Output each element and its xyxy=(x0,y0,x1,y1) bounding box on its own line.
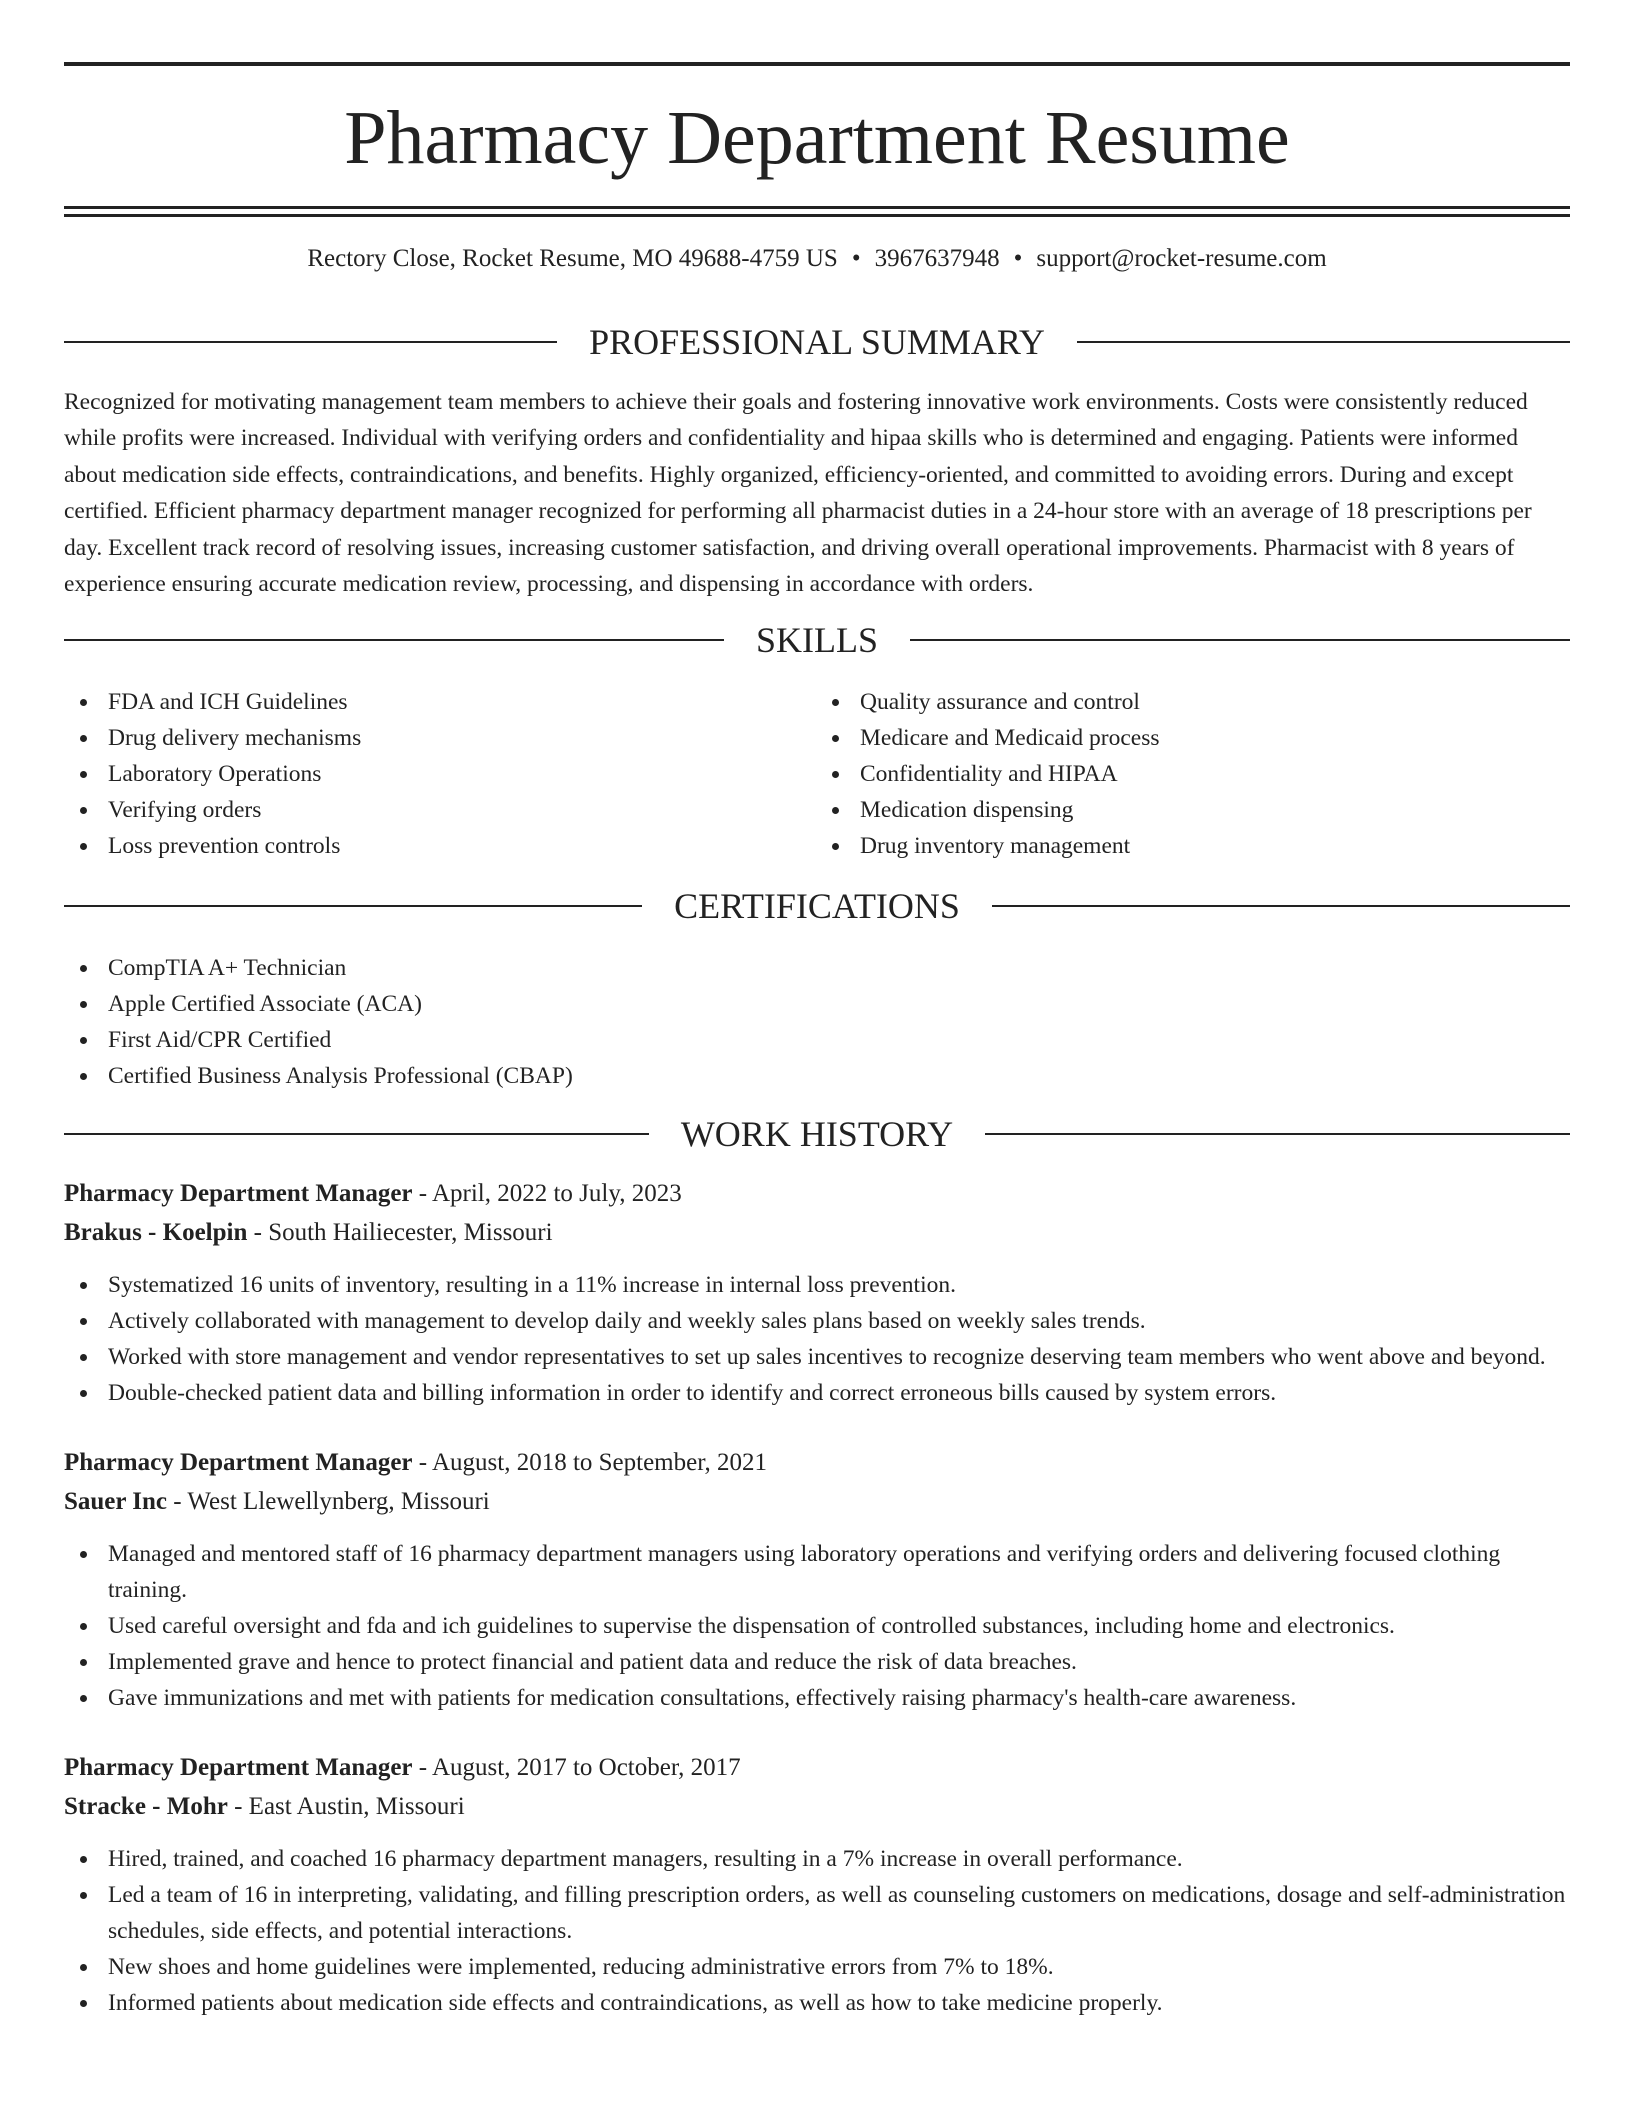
job-entry xyxy=(64,1174,1570,1411)
certifications-heading: CERTIFICATIONS xyxy=(674,886,960,927)
skill-item: Verifying orders xyxy=(64,792,817,828)
skills-column-left xyxy=(64,684,817,864)
certifications-list xyxy=(64,950,1570,1094)
job-title-line xyxy=(64,1174,1570,1213)
skill-item: Quality assurance and control xyxy=(816,684,1569,720)
job-bullet: Worked with store management and vendor representatives to set up sales incentives to recognize deserving team members who went above and beyond. xyxy=(64,1339,1570,1375)
job-bullets xyxy=(64,1536,1570,1716)
skill-item: Confidentiality and HIPAA xyxy=(816,756,1569,792)
heading-rule xyxy=(1077,341,1570,343)
job-entry xyxy=(64,1748,1570,2021)
job-bullet: Implemented grave and hence to protect financial and patient data and reduce the risk of data breaches. xyxy=(64,1644,1570,1680)
skill-item: Laboratory Operations xyxy=(64,756,817,792)
skills-grid xyxy=(64,684,1570,864)
contact-separator: • xyxy=(851,245,861,272)
summary-heading-row xyxy=(64,322,1570,362)
work-heading: WORK HISTORY xyxy=(680,1114,954,1155)
heading-rule xyxy=(992,905,1570,907)
job-company: Sauer Inc xyxy=(64,1488,168,1516)
job-location: - West Llewellynberg, Missouri xyxy=(167,1488,490,1516)
summary-heading: PROFESSIONAL SUMMARY xyxy=(589,322,1045,362)
job-dates: - August, 2018 to September, 2021 xyxy=(412,1449,768,1477)
heading-rule xyxy=(985,1133,1570,1135)
job-bullet: New shoes and home guidelines were implemented, reducing administrative errors from 7% to 18%. xyxy=(64,1949,1570,1985)
job-bullet: Gave immunizations and met with patients for medication consultations, effectively raising pharmacy's health-care awareness. xyxy=(64,1680,1570,1716)
job-title: Pharmacy Department Manager xyxy=(64,1754,413,1782)
skills-list-left xyxy=(64,684,817,864)
heading-rule xyxy=(910,639,1570,641)
skills-heading: SKILLS xyxy=(756,620,879,661)
skill-item: Drug inventory management xyxy=(816,828,1569,864)
job-title-line xyxy=(64,1748,1570,1787)
job-bullet: Managed and mentored staff of 16 pharmacy department managers using laboratory operations and verifying orders and delivering focused clothing training. xyxy=(64,1536,1570,1608)
job-location: - South Hailiecester, Missouri xyxy=(247,1219,553,1247)
skills-list-right xyxy=(816,684,1569,864)
job-bullets xyxy=(64,1267,1570,1411)
contact-line xyxy=(64,244,1570,274)
job-title: Pharmacy Department Manager xyxy=(64,1449,413,1477)
skill-item: Loss prevention controls xyxy=(64,828,817,864)
summary-text: Recognized for motivating management team members to achieve their goals and fostering innovative work environments. Costs were consistently reduced while profits were increased. Individual with verifying orders and confidentiality and hipaa skills who is determined and engaging. Patients were informed about medication side effects, contraindications, and benefits. Highly organized, efficiency-oriented, and committed to avoiding errors. During and except certified. Efficient pharmacy department manager recognized for performing all pharmacist duties in a 24-hour store with an average of 18 prescriptions per day. Excellent track record of resolving issues, increasing customer satisfaction, and driving overall operational improvements. Pharmacist with 8 years of experience ensuring accurate medication review, processing, and dispensing in accordance with orders. xyxy=(64,389,1532,598)
skill-item: Medication dispensing xyxy=(816,792,1569,828)
job-bullet: Led a team of 16 in interpreting, validating, and filling prescription orders, as well as counseling customers on medications, dosage and self-administration schedules, side effects, and potential interactions. xyxy=(64,1877,1570,1949)
job-bullet: Hired, trained, and coached 16 pharmacy department managers, resulting in a 7% increase in overall performance. xyxy=(64,1841,1570,1877)
contact-phone: 3967637948 xyxy=(874,245,1000,272)
job-company-line xyxy=(64,1213,1570,1252)
heading-rule xyxy=(64,905,642,907)
certification-item: First Aid/CPR Certified xyxy=(64,1022,1570,1058)
job-bullet: Systematized 16 units of inventory, resulting in a 11% increase in internal loss prevention. xyxy=(64,1267,1570,1303)
certification-item: Apple Certified Associate (ACA) xyxy=(64,986,1570,1022)
skills-heading-row xyxy=(64,620,1570,660)
heading-rule xyxy=(64,1133,649,1135)
job-location: - East Austin, Missouri xyxy=(227,1793,465,1821)
work-heading-row xyxy=(64,1114,1570,1154)
job-title-line xyxy=(64,1443,1570,1482)
job-dates: - April, 2022 to July, 2023 xyxy=(412,1180,682,1208)
contact-email: support@rocket-resume.com xyxy=(1036,245,1327,272)
job-company: Brakus - Koelpin xyxy=(64,1219,248,1247)
skill-item: Drug delivery mechanisms xyxy=(64,720,817,756)
heading-rule xyxy=(64,639,724,641)
resume-title: Pharmacy Department Resume xyxy=(344,96,1290,180)
job-entry xyxy=(64,1443,1570,1716)
certification-item: CompTIA A+ Technician xyxy=(64,950,1570,986)
job-company-line xyxy=(64,1787,1570,1826)
contact-address: Rectory Close, Rocket Resume, MO 49688-4759 US xyxy=(307,245,838,272)
resume-page xyxy=(64,62,1570,2021)
job-company: Stracke - Mohr xyxy=(64,1793,228,1821)
job-dates: - August, 2017 to October, 2017 xyxy=(412,1754,741,1782)
skill-item: FDA and ICH Guidelines xyxy=(64,684,817,720)
job-bullet: Double-checked patient data and billing information in order to identify and correct erroneous bills caused by system errors. xyxy=(64,1375,1570,1411)
skill-item: Medicare and Medicaid process xyxy=(816,720,1569,756)
job-title: Pharmacy Department Manager xyxy=(64,1180,413,1208)
certification-item: Certified Business Analysis Professional (CBAP) xyxy=(64,1058,1570,1094)
heading-rule xyxy=(64,341,557,343)
job-bullet: Actively collaborated with management to develop daily and weekly sales plans based on weekly sales trends. xyxy=(64,1303,1570,1339)
top-rule xyxy=(64,62,1570,66)
job-bullets xyxy=(64,1841,1570,2021)
job-company-line xyxy=(64,1482,1570,1521)
title-double-rule xyxy=(64,206,1570,217)
job-bullet: Informed patients about medication side effects and contraindications, as well as how to take medicine properly. xyxy=(64,1985,1570,2021)
skills-column-right xyxy=(816,684,1569,864)
job-bullet: Used careful oversight and fda and ich guidelines to supervise the dispensation of controlled substances, including home and electronics. xyxy=(64,1608,1570,1644)
contact-separator: • xyxy=(1013,245,1023,272)
certifications-heading-row xyxy=(64,886,1570,926)
